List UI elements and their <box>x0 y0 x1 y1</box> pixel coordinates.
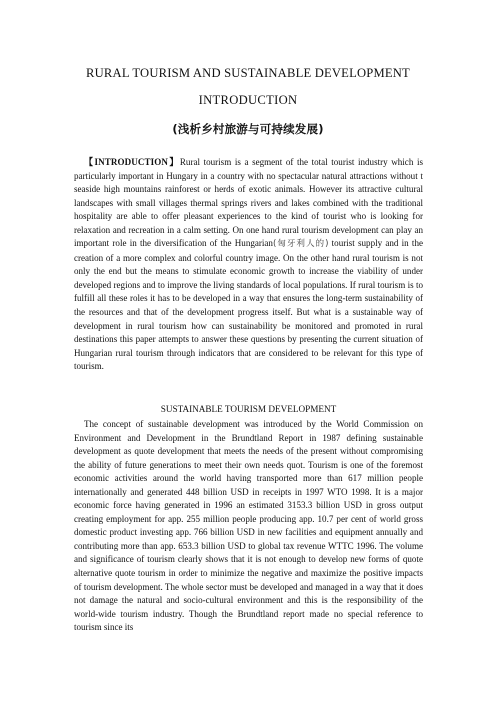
sustainable-paragraph: The concept of sustainable development was introduced by the World Commission on Environment and Development in the Brundtland Report in 1987 defining sustainable development as quote development that meets the needs of the present without compromising the ability of future generations to meet their own needs quot. Tourism is one of the foremost economic activities around the world having transported more than 617 million people internationally and generated 448 billion USD in receipts in 1997 WTO 1998. It is a major economic force having generated in 1996 an estimated 3153.3 billion USD in gross output creating employment for app. 255 million people producing app. 10.7 per cent of world gross domestic product investing app. 766 billion USD in new facilities and equipment annually and contributing more than app. 653.3 billion USD to global tax revenue WTTC 1996. The volume and significance of tourism clearly shows that it is not enough to develop new forms of quote alternative quote tourism in order to minimize the negative and maximize the positive impacts of tourism development. The whole sector must be developed and managed in a way that it does not damage the natural and socio-cultural environment and this is the responsibility of the world-wide tourism industry. Though the Brundtland report made no special reference to tourism since its <box>74 419 423 633</box>
introduction-text-part1: Rural tourism is a segment of the total tourist industry which is particularly important in Hungary in a country with no spectacular natural attractions without t seaside high mountains rainforest or herds of exotic animals. However its attractive cultural landscapes with small villages thermal springs rivers and lakes combined with the traditional hospitality are able to offer pleasant experiences to the kind of tourist who is looking for relaxation and recreation in a calm setting. On one hand rural tourism development can play an important role in the diversification of the Hungarian <box>74 157 423 249</box>
introduction-text-part2: tourist supply and in the creation of a more complex and colorful country image. On the other hand rural tourism is not only the end but the means to stimulate economic growth to increase the viability of under developed regions and to improve the living standards of local populations. If rural tourism is to fulfill all these roles it has to be developed in a way that ensures the long-term sustainability of the resources and that of the development progress itself. But what is a sustainable way of development in rural tourism how can sustainability be monitored and promoted in rural destinations this paper attempts to answer these questions by presenting the current situation of Hungarian rural tourism through indicators that are considered to be relevant for this type of tourism. <box>74 238 423 372</box>
chinese-subtitle: (浅析乡村旅游与可持续发展) <box>172 122 324 136</box>
introduction-paragraph <box>74 156 423 374</box>
introduction-lead-tag: 【INTRODUCTION】 <box>84 157 180 167</box>
chinese-gloss: (匈牙利人的) <box>272 239 329 250</box>
document-title: RURAL TOURISM AND SUSTAINABLE DEVELOPMENT <box>86 66 410 80</box>
section-heading-sustainable: SUSTAINABLE TOURISM DEVELOPMENT <box>160 404 337 414</box>
section-title-introduction: INTRODUCTION <box>198 93 298 107</box>
